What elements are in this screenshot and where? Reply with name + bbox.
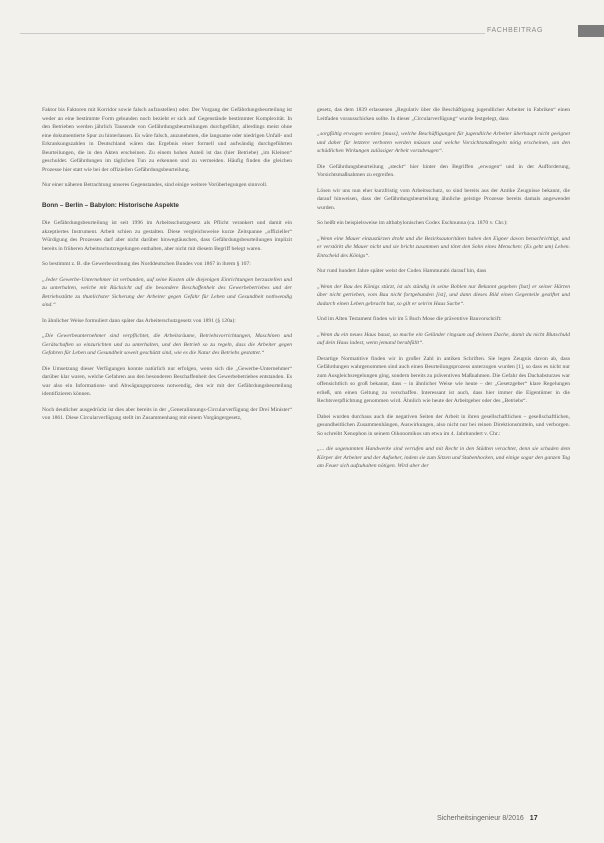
section-label: FACHBEITRAG: [487, 27, 543, 34]
paragraph: Lösen wir uns nun eher kurzfristig vom Arbeitsschutz, so sind bereits aus der Antike Zeugnisse bekannt, die darauf hinweisen, dass der Gefährdungsbeurteilung ähnliche geistige Prozesse bereits damals angewendet wurden.: [317, 187, 570, 211]
paragraph: In ähnlicher Weise formuliert dann später das Arbeiterschutzgesetz von 1891 (§ 120a):: [42, 317, 236, 324]
quote: „sorgfältig erwogen werden [muss], welche Beschäftigungen für jugendliche Arbeiter überhaupt nicht geeignet und daher für letztere verboten werden müssen und welche Vorsichtsmaßregeln nötig erscheinen, um den schädlichen Wirkungen zulässiger Arbeit vorzubeugen“.: [317, 131, 570, 154]
paragraph: Derartige Normatitive finden wir in großer Zahl in antiken Schriften. Sie legen Zeugnis davon ab, dass Gefährdungen wahrgenommen sind auch einen Beurteilungsprozess unterzogen wurden [1], so dass es nicht nur zum Ausgleichsregelungen ging, sondern bereits zu präventiven Maßnahmen. Die Gefahr des Dachabsturzes war offensichtlich so groß bekannt, dass – in ähnlicher Weise wie heute – der „Gesetzgeber“ klare Regelungen erließ, um einen Geltung zu verschaffen. Interessant ist auch, dass hier immer die Eigentümer in die Rechtsverpflichtung genommen wird. Ähnlich wie heute der Arbeitgeber oder des „Betriebs“.: [317, 355, 570, 404]
paragraph: Noch deutlicher ausgedrückt ist dies aber bereits in der „Generalinnungs-Circularverfügung der Drei Minister“ von 1861. Diese Circularverfügung stellt im Zusammenhang mit einem Vorgängergesetz,: [42, 406, 292, 421]
paragraph: Dabei wurden durchaus auch die negativen Seiten der Arbeit in ihren gesellschaftlichen – gesellschaftlichen, gesundheitlichen Zusammenhängen, Auswirkungen, also nicht nur bei reinen Direktionsmitteln, und verborgen. So schreibt Xenophon in seinem Oikonomikos um etwa im 4. Jahrhundert v. Chr.:: [317, 413, 570, 437]
section-heading: Bonn – Berlin – Babylon: Historische Aspekte: [42, 201, 179, 209]
paragraph: Und im Alten Testament finden wir im 5 Buch Mose die präventive Bauvorschrift:: [317, 316, 502, 322]
page-number: 17: [529, 815, 538, 822]
paragraph: So bestimmt z. B. die Gewerbeordnung des Norddeutschen Bundes von 1867 in ihrem § 107:: [42, 261, 251, 267]
quote: „Wenn du ein neues Haus baust, so mache ein Geländer ringsum auf deinem Dache, damit du nicht Blutschuld auf dein Haus ladest, wenn jemand herabfällt“.: [317, 331, 570, 346]
paragraph: Die Gefährdungsbeurteilung ist seit 1996 im Arbeitsschutzgesetz als Pflicht verankert und damit ein akzeptiertes Instrument. Arbeit schien zu gestalten. Diese vergleichsweise kurze Zeitspanne „offizieller“ Würdigung des Prozesses darf aber nicht darüber hinwegtäuschen, dass Gefährdungsbeurteilungen implizit bereits in früheren Arbeitsschutzregelungen enthalten, aber nicht mit diesem Begriff belegt waren.: [42, 220, 292, 252]
paragraph: Die Gefährdungsbeurteilung „steckt“ hier hinter den Begriffen „erwogen“ und in der Aufforderung, Vorsichtsmaßnahmen zu ergreifen.: [317, 163, 570, 178]
quote: „Die Gewerbeunternehmer sind verpflichtet, die Arbeitsräume, Betriebsvorrichtungen, Maschinen und Gerätschaften so einzurichten und zu unterhalten, und den Betrieb so zu regeln, dass die Arbeiter gegen Gefahren für Leben und Gesundheit soweit geschützt sind, wie es die Natur des Betriebs gestattet.“: [42, 333, 292, 356]
quote: „Wenn der Bau des Königs stürzt, ist als ständig in seine Bohlen nur Bekannt gegeben [hat] er seiner Härten über nicht getrieben, vom Bau nicht fortgebunden [ist], und dann dieses Bild einen Gegenteile gestiftet und dadurch einen Leben gebracht hat, so gilt er sein'm Haus Sache“.: [317, 283, 570, 307]
paragraph: Nur einer näheren Betrachtung unseres Gegenstandes, sind einige weitere Vorüberlegungen sinnvoll.: [42, 182, 268, 188]
header-rule: [20, 33, 485, 34]
paragraph: So heißt ein beispielsweise im altbabylonischen Codex Eschnunna (ca. 1870 v. Chr.):: [317, 220, 508, 226]
left-column: [42, 106, 292, 430]
right-column: [317, 106, 570, 478]
quote: „Jeder Gewerbe-Unternehmer ist verbunden, auf seine Kosten alle diejenigen Einrichtungen herzustellen und zu unterhalten, welche mit Rücksicht auf die besondere Beschaffenheit des Gewerbebetriebes und der Betriebsstätte zu thunlichster Sicherung der Arbeiter gegen Gefahr für Leben und Gesundheit nothwendig sind.“: [42, 276, 292, 308]
quote: „... die sogenannten Handwerke sind verrufen und mit Recht in den Städten verachtet, denn sie schaden dem Körper der Arbeiter und der Aufseher, indem sie zum Sitzen und Stubenhocken, und einige sogar den ganzen Tag am Feuer sich aufzuhalten nötigen. Wird aber der: [317, 446, 570, 469]
header-color-block: [578, 25, 604, 37]
paragraph: gesetz, das dem 1839 erlassenen „Regulativ über die Beschäftigung jugendlicher Arbeiter in Fabriken“ einen Leitfaden vorausschicken sollte. In dieser „Circularverfügung“ wurde festgelegt, dass: [317, 107, 570, 122]
page-footer: [437, 815, 538, 822]
quote: „Wenn eine Mauer einzustürzen droht und die Bezirksautoritäten haben den Eigner davon benachrichtigt, und er verstärkt die Mauer nicht und sie bricht zusammen und tötet den Sohn eines Menschen: (Es geht um) Leben. Entscheid des Königs“.: [317, 235, 570, 259]
publication-name: Sicherheitsingenieur 8/2016: [437, 815, 524, 822]
paragraph: Faktor bis Faktoren mit Korridor sowie falsch aufzustellen) oder. Der Vorgang der Gefährdungsbeurteilung ist weder an eine bestimmte Form gebunden noch bezieht er sich auf Gegenstände bestimmter Komplexität. In den Betrieben werden jährlich Tausende von Gefährdungsbeurteilungen durchgeführt, allerdings meist ohne eine dokumentierte Spur zu hinterlassen. Es wäre falsch, anzunehmen, die langsame oder niedrigen Unfall- und Erkrankungszahlen in Deutschland wären das Ergebnis einer formell und aufwändig durchgeführten Beurteilungen, die in den Akten erscheinen. Zu einem hohen Anteil ist das (hier Betriebe) „im Kleinen“ geschuldet. Gefährdungen im täglichen Tun zu erkennen und zu vermeiden. Häufig finden die gleichen Prozesse hier statt wie bei der offiziellen Gefährdungsbeurteilung.: [42, 107, 292, 173]
paragraph: Die Umsetzung dieser Verfügungen konnte natürlich nur erfolgen, wenn sich die „Gewerbe-Unternehmer“ darüber klar waren, welche Gefahren aus den besonderen Beschaffenheit des Gewerbebetriebes entstanden. Es war also ein Informations- und Abwägungsprozess notwendig, den wir mit der Gefährdungsbeurteilung identifizieren können.: [42, 365, 292, 397]
paragraph: Nur rund hundert Jahre später weist der Codex Hammurabi darauf hin, dass: [317, 268, 487, 274]
